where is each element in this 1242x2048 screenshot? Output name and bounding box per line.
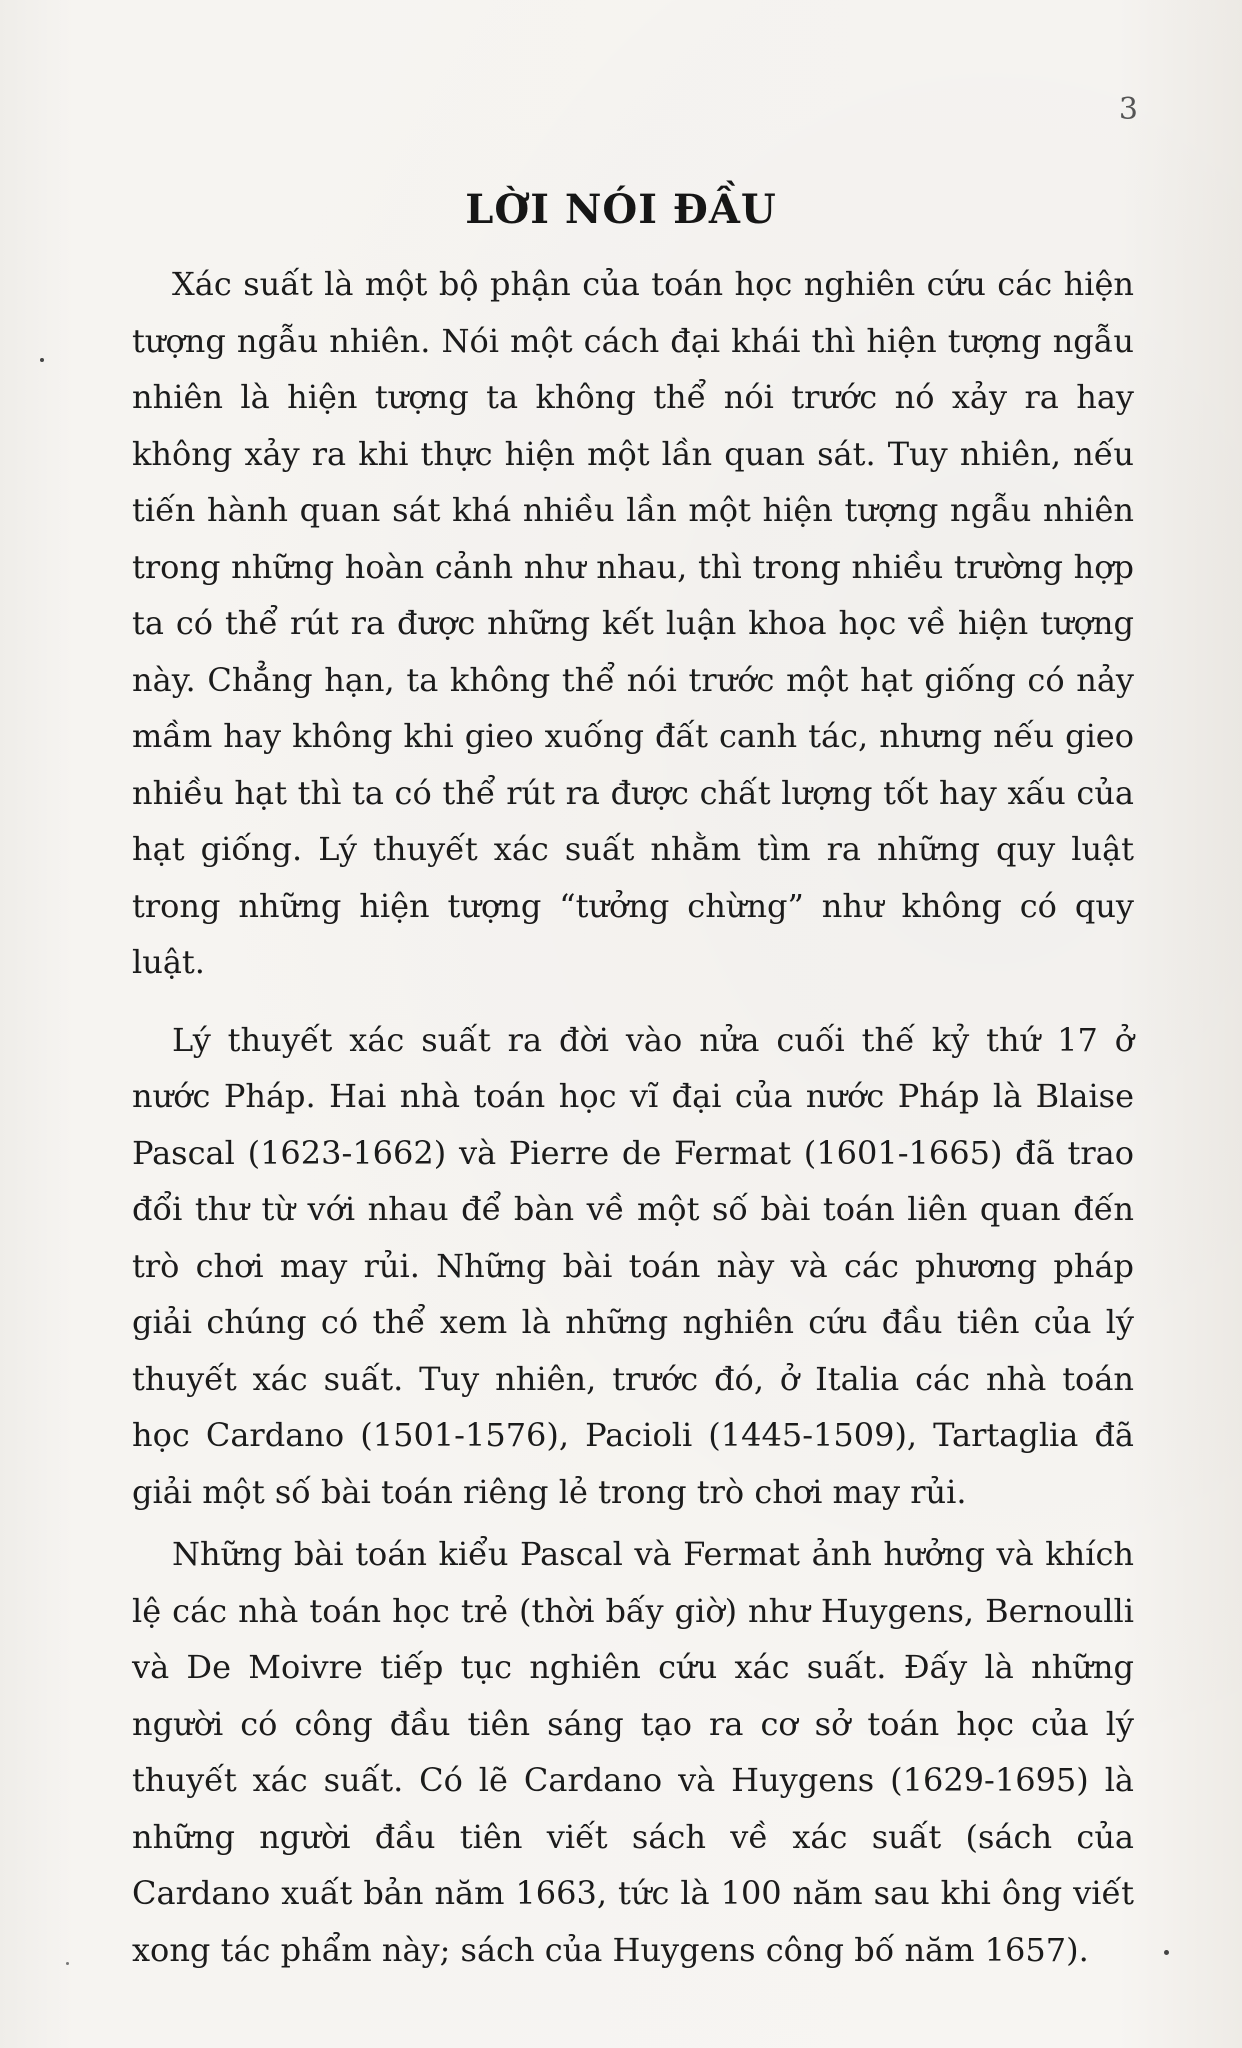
body-text bbox=[132, 256, 1134, 1978]
paragraph-pioneers: Những bài toán kiểu Pascal và Fermat ảnh hưởng và khích lệ các nhà toán học trẻ (thời bấy giờ) như Huygens, Bernoulli và De Moivre tiếp tục nghiên cứu xác suất. Đấy là những người có công đầu tiên sáng tạo ra cơ sở toán học của lý thuyết xác suất. Có lẽ Cardano và Huygens (1629-1695) là những người đầu tiên viết sách về xác suất (sách của Cardano xuất bản năm 1663, tức là 100 năm sau khi ông viết xong tác phẩm này; sách của Huygens công bố năm 1657). bbox=[132, 1535, 1134, 1969]
print-speck bbox=[1164, 1950, 1169, 1955]
print-speck bbox=[66, 1962, 69, 1965]
page-number: 3 bbox=[1118, 92, 1138, 127]
print-speck bbox=[40, 358, 44, 362]
paragraph-intro: Xác suất là một bộ phận của toán học nghiên cứu các hiện tượng ngẫu nhiên. Nói một cách đại khái thì hiện tượng ngẫu nhiên là hiện tượng ta không thể nói trước nó xảy ra hay không xảy ra khi thực hiện một lần quan sát. Tuy nhiên, nếu tiến hành quan sát khá nhiều lần một hiện tượng ngẫu nhiên trong những hoàn cảnh như nhau, thì trong nhiều trường hợp ta có thể rút ra được những kết luận khoa học về hiện tượng này. Chẳng hạn, ta không thể nói trước một hạt giống có nảy mầm hay không khi gieo xuống đất canh tác, nhưng nếu gieo nhiều hạt thì ta có thể rút ra được chất lượng tốt hay xấu của hạt giống. Lý thuyết xác suất nhằm tìm ra những quy luật trong những hiện tượng “tưởng chừng” như không có quy luật. bbox=[132, 265, 1134, 981]
page-title: LỜI NÓI ĐẦU bbox=[465, 186, 777, 233]
paragraph-history: Lý thuyết xác suất ra đời vào nửa cuối thế kỷ thứ 17 ở nước Pháp. Hai nhà toán học vĩ đại của nước Pháp là Blaise Pascal (1623-1662) và Pierre de Fermat (1601-1665) đã trao đổi thư từ với nhau để bàn về một số bài toán liên quan đến trò chơi may rủi. Những bài toán này và các phương pháp giải chúng có thể xem là những nghiên cứu đầu tiên của lý thuyết xác suất. Tuy nhiên, trước đó, ở Italia các nhà toán học Cardano (1501-1576), Pacioli (1445-1509), Tartaglia đã giải một số bài toán riêng lẻ trong trò chơi may rủi. bbox=[132, 1020, 1134, 1511]
